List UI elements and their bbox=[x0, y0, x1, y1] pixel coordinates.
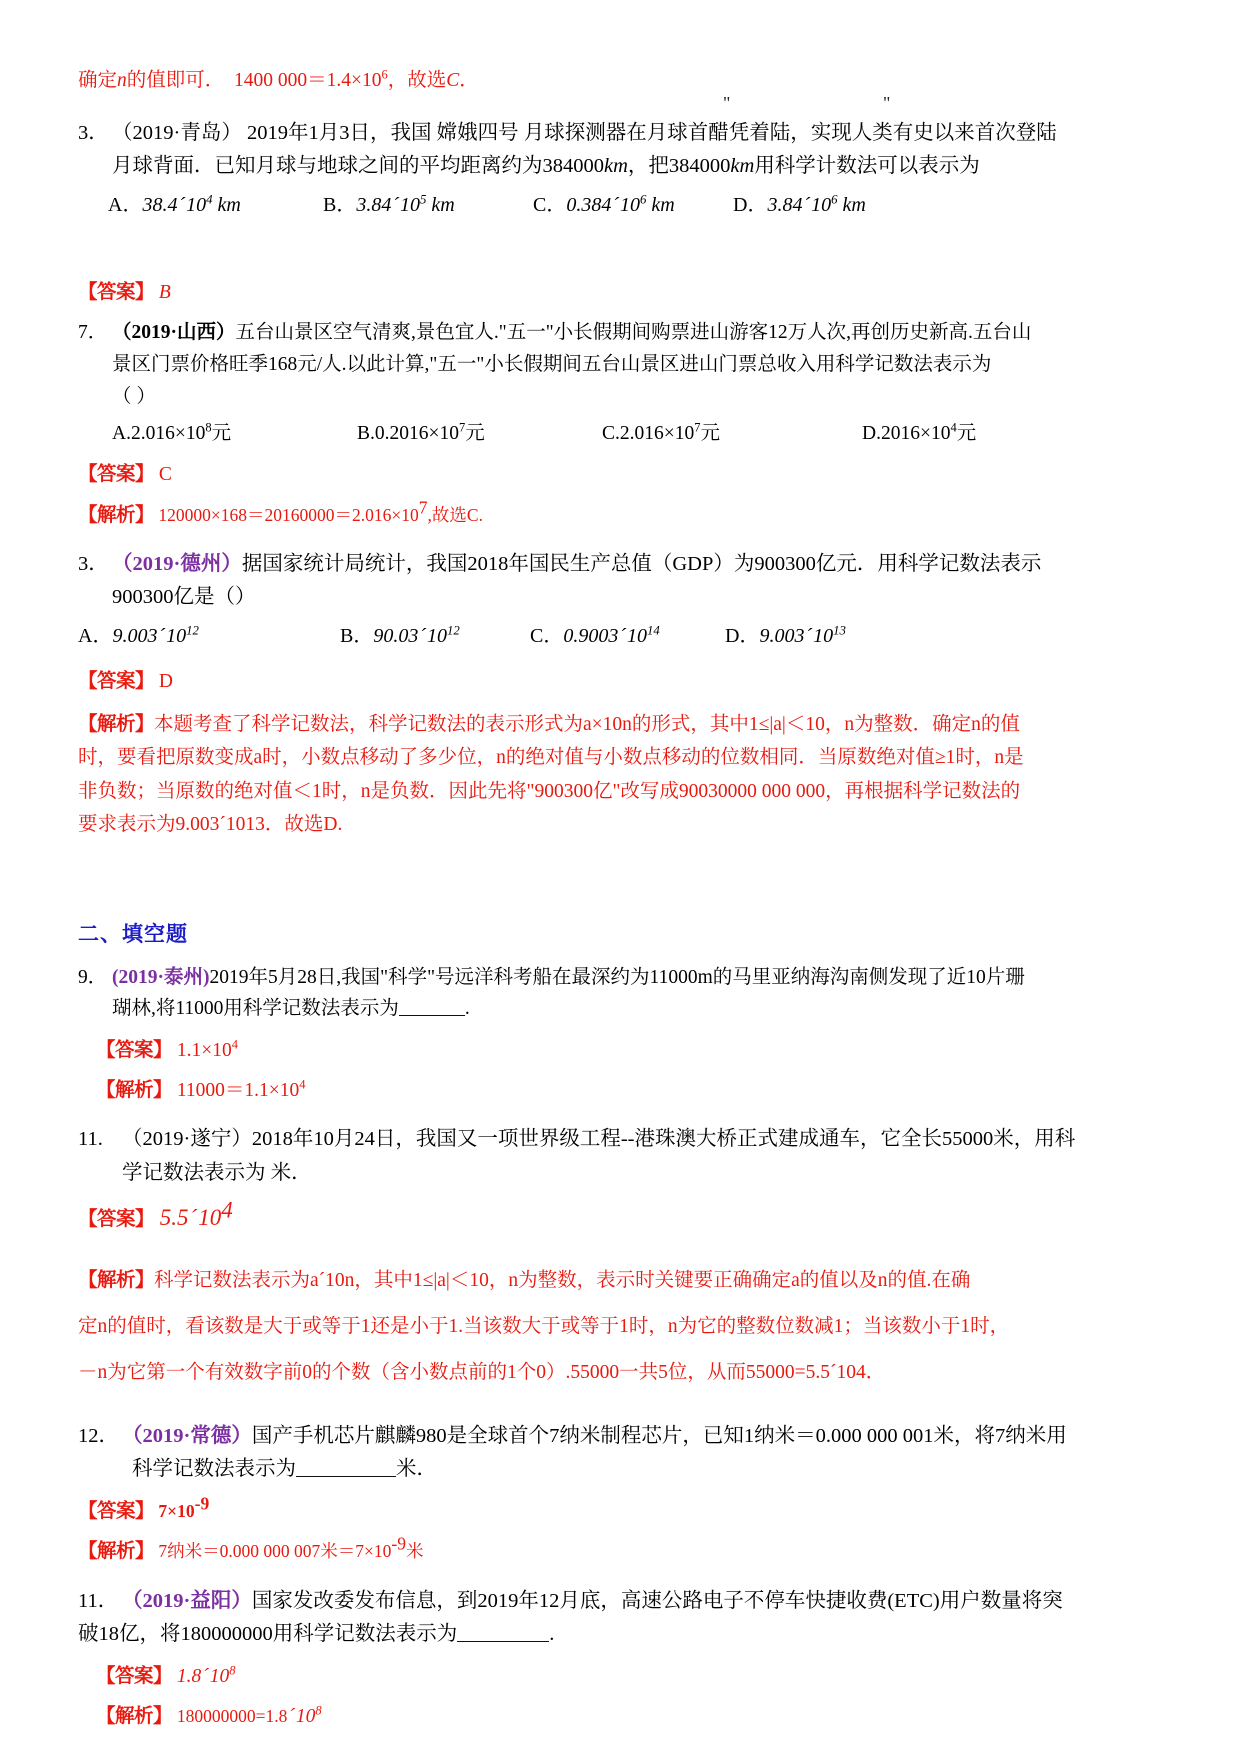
analysis-line-4: 要求表示为9.003´1013．故选D. bbox=[78, 814, 343, 836]
top-fragment-choice: C bbox=[446, 70, 460, 91]
choice-base: 10 bbox=[186, 194, 207, 217]
question-q11-yiyang bbox=[78, 1585, 1168, 1618]
question-number: 11． bbox=[78, 1589, 119, 1612]
analysis-label: 【解析】 bbox=[96, 1080, 173, 1102]
answer-q11-suining bbox=[78, 1197, 1168, 1236]
question-stem-line1: 2019年5月28日,我国"科学"号远洋科考船在最深约为11000m的马里亚纳海沟南侧发现了近10片珊 bbox=[209, 966, 1025, 988]
question-q12-changde bbox=[78, 1420, 1168, 1486]
question-source: （2019·德州） bbox=[112, 552, 242, 575]
times-symbol: ´ bbox=[189, 1204, 198, 1230]
analysis-label: 【解析】 bbox=[78, 504, 155, 526]
choice-letter: B． bbox=[323, 194, 357, 217]
choices-q3-qingdao bbox=[78, 189, 1168, 221]
question-source: （2019·遂宁） bbox=[122, 1128, 252, 1151]
question-q3-dezhou bbox=[78, 548, 1168, 614]
choice-mantissa: 9.003 bbox=[759, 625, 805, 648]
choice-unit: km bbox=[431, 194, 455, 217]
choice-d[interactable] bbox=[725, 620, 846, 652]
top-fragment-text-3: ，故选 bbox=[387, 70, 447, 91]
question-stem-line2b: ，把384000 bbox=[627, 155, 731, 177]
choice-unit: 元 bbox=[700, 423, 721, 445]
times-symbol: ´ bbox=[202, 1665, 209, 1687]
question-stem-line2: 900300亿是（） bbox=[112, 586, 256, 609]
question-stem-tail: 米． bbox=[396, 1457, 437, 1480]
analysis-line-1: 本题考查了科学记数法，科学记数法的表示形式为a×10n的形式，其中1≤|a|＜10，n为整数．确定n的值 bbox=[154, 713, 1020, 735]
answer-label: 【答案】 bbox=[78, 1501, 155, 1523]
question-q11-suining bbox=[78, 1123, 1168, 1189]
times-symbol: ´ bbox=[288, 1706, 295, 1728]
choice-text: D. bbox=[862, 423, 881, 445]
answer-q3-dezhou bbox=[78, 667, 1168, 696]
choice-mantissa: 0.9003 bbox=[563, 625, 619, 648]
question-source: （2019·山西） bbox=[112, 322, 236, 344]
analysis-q11-yiyang bbox=[78, 1702, 1168, 1731]
answer-exponent: 4 bbox=[221, 1197, 233, 1223]
choice-mantissa: 0.384 bbox=[566, 194, 612, 217]
question-source: （2019·青岛） bbox=[112, 121, 242, 144]
choice-base: 10 bbox=[400, 194, 421, 217]
section-heading-fill-in-blank: 二、填空题 bbox=[78, 922, 188, 946]
choice-exponent: 6 bbox=[640, 192, 647, 207]
answer-mantissa: 5.5 bbox=[159, 1204, 189, 1230]
answer-exponent: 8 bbox=[229, 1663, 236, 1678]
question-source: （2019·常德） bbox=[122, 1424, 252, 1447]
question-stem-line2: 学记数法表示为 米． bbox=[122, 1161, 312, 1184]
choice-mantissa: 38.4 bbox=[142, 194, 178, 217]
top-fragment-var-n: n bbox=[117, 70, 127, 91]
analysis-expression: 120000×168＝20160000＝2.016×10 bbox=[158, 504, 419, 525]
answer-base: 10 bbox=[198, 1204, 222, 1230]
times-symbol: ´ bbox=[158, 625, 166, 648]
choices-q7-shanxi bbox=[78, 418, 1168, 449]
question-stem-line1: 五台山景区空气清爽,景色宜人."五一"小长假期间购票进山游客12万人次,再创历史新高.五台山 bbox=[235, 322, 1032, 344]
top-fragment-text-1: 确定 bbox=[78, 70, 118, 91]
choice-base: 10 bbox=[620, 194, 641, 217]
times-symbol: ´ bbox=[178, 194, 186, 217]
choice-exponent: 6 bbox=[831, 192, 838, 207]
analysis-label: 【解析】 bbox=[78, 1541, 155, 1563]
answer-label: 【答案】 bbox=[78, 464, 155, 486]
question-stem-line1: 据国家统计局统计，我国2018年国民生产总值（GDP）为900300亿元．用科学记数法表示 bbox=[241, 552, 1042, 575]
question-stem-line1: 2019年1月3日，我国 嫦娥四号 月球探测器在月球首醋凭着陆，实现人类有史以来首次登陆 bbox=[246, 121, 1057, 144]
choice-unit: km bbox=[217, 194, 241, 217]
page-content bbox=[78, 66, 1168, 1731]
answer-exponent: 4 bbox=[231, 1037, 238, 1052]
analysis-base: 10 bbox=[295, 1706, 316, 1728]
choice-exponent: 4 bbox=[206, 192, 213, 207]
choice-letter: A． bbox=[108, 194, 143, 217]
stray-quote-left: " bbox=[723, 92, 731, 113]
question-stem-line2: 景区门票价格旺季168元/人.以此计算,"五一"小长假期间五台山景区进山门票总收入用科学记数法表示为 bbox=[112, 354, 992, 376]
question-q7-shanxi bbox=[78, 317, 1168, 412]
times-symbol: ´ bbox=[619, 625, 627, 648]
choice-text: A. bbox=[112, 423, 131, 445]
answer-mantissa: 1.1×10 bbox=[176, 1039, 232, 1061]
top-fragment bbox=[78, 66, 1168, 97]
choice-mantissa: 3.84 bbox=[356, 194, 392, 217]
times-symbol: ´ bbox=[612, 194, 620, 217]
analysis-exponent: 8 bbox=[315, 1703, 322, 1718]
question-stem-tail: . bbox=[464, 998, 470, 1020]
choice-mantissa: 0.2016×10 bbox=[374, 423, 460, 445]
choice-exponent: 8 bbox=[205, 420, 212, 435]
choice-d[interactable] bbox=[862, 418, 976, 449]
choice-letter: C． bbox=[530, 625, 564, 648]
answer-label: 【答案】 bbox=[96, 1039, 173, 1061]
choice-c[interactable] bbox=[602, 418, 862, 449]
choice-c[interactable] bbox=[530, 620, 725, 652]
times-symbol: ´ bbox=[803, 194, 811, 217]
choice-base: 10 bbox=[813, 625, 834, 648]
top-fragment-exponent: 6 bbox=[381, 67, 388, 82]
choice-unit: 元 bbox=[211, 423, 232, 445]
answer-blank[interactable] bbox=[457, 1620, 549, 1642]
choice-mantissa: 2.016×10 bbox=[619, 423, 695, 445]
analysis-tail: ,故选C. bbox=[427, 504, 483, 525]
question-stem-line2c: 用科学计数法可以表示为 bbox=[754, 155, 980, 177]
times-symbol: ´ bbox=[805, 625, 813, 648]
choice-letter: D． bbox=[725, 625, 760, 648]
question-number: 11. bbox=[78, 1128, 103, 1151]
question-stem-line3: （ ） bbox=[112, 385, 156, 407]
choice-text: B. bbox=[357, 423, 375, 445]
choice-b[interactable] bbox=[340, 620, 530, 652]
choice-mantissa: 3.84 bbox=[767, 194, 803, 217]
choice-base: 10 bbox=[627, 625, 648, 648]
answer-q7-shanxi bbox=[78, 460, 1168, 489]
choice-letter: C． bbox=[533, 194, 567, 217]
choice-letter: A． bbox=[78, 625, 113, 648]
answer-base: 10 bbox=[209, 1665, 230, 1687]
question-stem-line1: 国家发改委发布信息，到2019年12月底，高速公路电子不停车快捷收费(ETC)用户数量将突 bbox=[251, 1589, 1063, 1612]
unit-km-2: km bbox=[730, 155, 755, 177]
analysis-line-3: 非负数；当原数的绝对值＜1时，n是负数．因此先将"900300亿"改写成90030000 000 000，再根据科学记数法的 bbox=[78, 780, 1021, 802]
analysis-label: 【解析】 bbox=[96, 1706, 173, 1728]
analysis-q11-suining bbox=[78, 1258, 1168, 1395]
question-q9-taizhou bbox=[78, 962, 1168, 1025]
choice-mantissa: 90.03 bbox=[373, 625, 419, 648]
choice-letter: D． bbox=[733, 194, 768, 217]
analysis-label: 【解析】 bbox=[78, 713, 155, 735]
answer-blank[interactable] bbox=[296, 1455, 396, 1477]
analysis-line-2: 时，要看把原数变成a时，小数点移动了多少位，n的绝对值与小数点移动的位数相同．当原数绝对值≥1时，n是 bbox=[78, 747, 1024, 769]
top-fragment-equation: 1400 000＝1.4×10 bbox=[234, 70, 382, 91]
analysis-q12-changde bbox=[78, 1533, 1168, 1566]
choice-c[interactable] bbox=[533, 189, 733, 221]
question-number: 9． bbox=[78, 966, 108, 988]
choice-a[interactable] bbox=[112, 418, 357, 449]
choice-unit: km bbox=[842, 194, 866, 217]
question-stem-tail: . bbox=[549, 1622, 555, 1645]
answer-q12-changde bbox=[78, 1493, 1168, 1526]
question-q3-qingdao bbox=[78, 117, 1168, 183]
choice-exponent: 14 bbox=[647, 623, 660, 638]
answer-q11-yiyang bbox=[78, 1662, 1168, 1691]
answer-value: D bbox=[158, 671, 173, 693]
question-stem-line1: 国产手机芯片麒麟980是全球首个7纳米制程芯片，已知1纳米＝0.000 000 001米，将7纳米用 bbox=[251, 1424, 1067, 1447]
question-number: 3． bbox=[78, 552, 109, 575]
analysis-exponent: 4 bbox=[299, 1077, 306, 1092]
top-fragment-text-2: 的值即可． bbox=[126, 70, 225, 91]
times-symbol: ´ bbox=[392, 194, 400, 217]
choice-a[interactable] bbox=[78, 620, 340, 652]
choice-exponent: 12 bbox=[447, 623, 460, 638]
choice-exponent: 7 bbox=[694, 420, 701, 435]
choice-base: 10 bbox=[166, 625, 187, 648]
answer-label: 【答案】 bbox=[96, 1665, 173, 1687]
choice-b[interactable] bbox=[357, 418, 602, 449]
choice-mantissa: 2016×10 bbox=[880, 423, 951, 445]
question-number: 7． bbox=[78, 322, 108, 344]
answer-label: 【答案】 bbox=[78, 282, 155, 304]
analysis-label: 【解析】 bbox=[78, 1270, 155, 1292]
analysis-exponent: 7 bbox=[418, 497, 428, 518]
choice-base: 10 bbox=[427, 625, 448, 648]
analysis-q9-taizhou bbox=[78, 1076, 1168, 1105]
answer-value: C bbox=[158, 464, 172, 486]
choice-base: 10 bbox=[811, 194, 832, 217]
answer-value: B bbox=[158, 282, 171, 304]
choice-exponent: 12 bbox=[186, 623, 199, 638]
answer-label: 【答案】 bbox=[78, 1208, 155, 1230]
question-q11-yiyang-line2 bbox=[78, 1618, 1168, 1651]
analysis-expression: 7纳米＝0.000 000 007米＝7×10 bbox=[158, 1541, 392, 1562]
answer-label: 【答案】 bbox=[78, 671, 155, 693]
question-number: 3． bbox=[78, 121, 109, 144]
question-stem-line2: 瑚林,将11000用科学记数法表示为 bbox=[112, 998, 399, 1020]
choice-unit: 元 bbox=[956, 423, 977, 445]
choices-q3-dezhou bbox=[78, 620, 1168, 652]
analysis-line-3: －n为它第一个有效数字前0的个数（含小数点前的1个0）.55000一共5位，从而55000=5.5´104． bbox=[78, 1361, 886, 1383]
question-stem-line2a: 月球背面．已知月球与地球之间的平均距离约为384000 bbox=[112, 155, 604, 177]
answer-exponent: -9 bbox=[194, 1493, 210, 1514]
analysis-exponent: -9 bbox=[391, 1533, 406, 1554]
choice-letter: B． bbox=[340, 625, 374, 648]
answer-blank[interactable] bbox=[399, 996, 465, 1017]
analysis-expression: 180000000=1.8 bbox=[176, 1706, 288, 1727]
question-stem-line2: 破18亿，将180000000用科学记数法表示为 bbox=[78, 1622, 458, 1645]
answer-mantissa: 1.8 bbox=[176, 1665, 202, 1687]
question-source: (2019·泰州) bbox=[112, 966, 210, 988]
choice-unit: km bbox=[651, 194, 675, 217]
analysis-expression: 11000＝1.1×10 bbox=[176, 1080, 300, 1102]
stray-quote-right: " bbox=[883, 92, 891, 113]
analysis-tail: 米 bbox=[405, 1541, 424, 1562]
choice-b[interactable] bbox=[323, 189, 533, 221]
question-stem-line2: 科学记数法表示为 bbox=[132, 1457, 296, 1480]
answer-q3-qingdao bbox=[78, 278, 1168, 307]
answer-mantissa: 7×10 bbox=[158, 1501, 195, 1522]
choice-exponent: 5 bbox=[420, 192, 427, 207]
answer-q9-taizhou bbox=[78, 1036, 1168, 1065]
analysis-q3-dezhou bbox=[78, 708, 1168, 842]
question-source: （2019·益阳） bbox=[122, 1589, 252, 1612]
stray-quote-marks bbox=[78, 92, 1168, 113]
choice-text: C. bbox=[602, 423, 620, 445]
analysis-line-1: 科学记数法表示为a´10n，其中1≤|a|＜10，n为整数，表示时关键要正确确定a的值以及n的值.在确 bbox=[154, 1270, 971, 1292]
choice-mantissa: 9.003 bbox=[112, 625, 158, 648]
choice-exponent: 13 bbox=[833, 623, 846, 638]
analysis-q7-shanxi bbox=[78, 497, 1168, 530]
top-fragment-text-4: ． bbox=[459, 70, 479, 91]
choice-mantissa: 2.016×10 bbox=[130, 423, 206, 445]
choice-a[interactable] bbox=[108, 189, 323, 221]
choice-exponent: 4 bbox=[950, 420, 957, 435]
choice-unit: 元 bbox=[465, 423, 485, 445]
choice-exponent: 7 bbox=[459, 420, 466, 435]
question-number: 12． bbox=[78, 1424, 119, 1447]
choice-d[interactable] bbox=[733, 189, 866, 221]
analysis-line-2: 定n的值时，看该数是大于或等于1还是小于1.当该数大于或等于1时，n为它的整数位数减1；当该数小于1时， bbox=[78, 1316, 1010, 1338]
question-stem-line1: 2018年10月24日，我国又一项世界级工程--港珠澳大桥正式建成通车，它全长55000米，用科 bbox=[251, 1128, 1076, 1151]
times-symbol: ´ bbox=[419, 625, 427, 648]
unit-km-1: km bbox=[604, 155, 628, 177]
